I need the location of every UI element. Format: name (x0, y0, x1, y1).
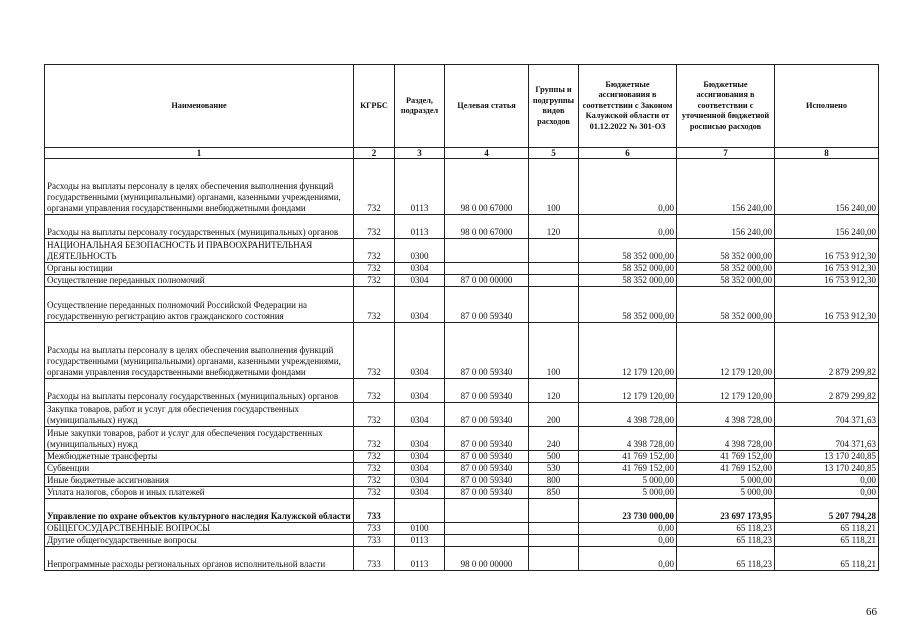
row-section: 0304 (395, 287, 445, 323)
row-group (529, 239, 579, 263)
row-name: Субвенции (45, 463, 354, 475)
row-executed-amount: 13 170 240,85 (775, 463, 879, 475)
table-row (45, 427, 879, 451)
row-group (529, 275, 579, 287)
row-law-amount: 5 000,00 (579, 475, 677, 487)
table-row (45, 463, 879, 475)
row-executed-amount: 16 753 912,30 (775, 263, 879, 275)
row-section (395, 499, 445, 523)
row-section: 0304 (395, 475, 445, 487)
row-name: Расходы на выплаты персоналу государственных (муниципальных) органов (45, 379, 354, 403)
row-grbs: 732 (354, 451, 395, 463)
row-law-amount: 4 398 728,00 (579, 427, 677, 451)
row-group: 100 (529, 323, 579, 379)
row-group (529, 547, 579, 571)
page-number: 66 (866, 606, 877, 618)
row-grbs: 733 (354, 535, 395, 547)
column-number: 4 (445, 148, 529, 159)
row-group: 240 (529, 427, 579, 451)
row-law-amount: 12 179 120,00 (579, 323, 677, 379)
row-section: 0113 (395, 159, 445, 215)
row-grbs: 733 (354, 499, 395, 523)
row-name: НАЦИОНАЛЬНАЯ БЕЗОПАСНОСТЬ И ПРАВООХРАНИТЕЛЬНАЯ ДЕЯТЕЛЬНОСТЬ (45, 239, 354, 263)
header-refined: Бюджетные ассигнования в соответствии с уточненной бюджетной росписью расходов (677, 65, 775, 148)
row-target: 98 0 00 67000 (445, 159, 529, 215)
row-target: 87 0 00 59340 (445, 403, 529, 427)
row-executed-amount: 5 207 794,28 (775, 499, 879, 523)
row-law-amount: 23 730 000,00 (579, 499, 677, 523)
row-law-amount: 0,00 (579, 523, 677, 535)
row-refined-amount: 4 398 728,00 (677, 427, 775, 451)
header-target: Целевая статья (445, 65, 529, 148)
row-name: Осуществление переданных полномочий Российской Федерации на государственную регистрацию актов гражданского состояния (45, 287, 354, 323)
row-name: Расходы на выплаты персоналу в целях обеспечения выполнения функций государственными (муниципальными) органами, казенными учреждениями, органами управления государственными внебюджетными фондами (45, 159, 354, 215)
row-group: 500 (529, 451, 579, 463)
row-target (445, 499, 529, 523)
row-grbs: 733 (354, 523, 395, 535)
row-refined-amount: 5 000,00 (677, 475, 775, 487)
row-grbs: 732 (354, 403, 395, 427)
row-name: Закупка товаров, работ и услуг для обеспечения государственных (муниципальных) нужд (45, 403, 354, 427)
row-section: 0304 (395, 275, 445, 287)
header-section: Раздел, подраздел (395, 65, 445, 148)
row-refined-amount: 58 352 000,00 (677, 275, 775, 287)
row-law-amount: 58 352 000,00 (579, 239, 677, 263)
row-group: 800 (529, 475, 579, 487)
row-target: 98 0 00 00000 (445, 547, 529, 571)
row-name: Расходы на выплаты персоналу государственных (муниципальных) органов (45, 215, 354, 239)
row-section: 0113 (395, 547, 445, 571)
row-executed-amount: 13 170 240,85 (775, 451, 879, 463)
row-executed-amount: 16 753 912,30 (775, 275, 879, 287)
row-grbs: 732 (354, 323, 395, 379)
row-target: 87 0 00 00000 (445, 275, 529, 287)
row-law-amount: 0,00 (579, 535, 677, 547)
row-law-amount: 58 352 000,00 (579, 287, 677, 323)
row-grbs: 732 (354, 215, 395, 239)
row-executed-amount: 65 118,21 (775, 523, 879, 535)
row-group (529, 499, 579, 523)
column-number: 2 (354, 148, 395, 159)
row-group: 120 (529, 379, 579, 403)
row-group: 850 (529, 487, 579, 499)
column-number: 6 (579, 148, 677, 159)
column-number: 7 (677, 148, 775, 159)
row-target: 87 0 00 59340 (445, 427, 529, 451)
table-row (45, 159, 879, 215)
row-law-amount: 41 769 152,00 (579, 451, 677, 463)
row-section: 0304 (395, 263, 445, 275)
row-executed-amount: 156 240,00 (775, 215, 879, 239)
row-law-amount: 0,00 (579, 547, 677, 571)
row-name: Осуществление переданных полномочий (45, 275, 354, 287)
row-law-amount: 12 179 120,00 (579, 379, 677, 403)
table-row (45, 547, 879, 571)
row-law-amount: 4 398 728,00 (579, 403, 677, 427)
row-name: ОБЩЕГОСУДАРСТВЕННЫЕ ВОПРОСЫ (45, 523, 354, 535)
row-section: 0300 (395, 239, 445, 263)
row-target: 87 0 00 59340 (445, 487, 529, 499)
row-section: 0304 (395, 403, 445, 427)
row-grbs: 732 (354, 379, 395, 403)
row-executed-amount: 16 753 912,30 (775, 239, 879, 263)
row-section: 0304 (395, 451, 445, 463)
row-refined-amount: 65 118,23 (677, 535, 775, 547)
row-refined-amount: 12 179 120,00 (677, 379, 775, 403)
table-row (45, 215, 879, 239)
table-row (45, 263, 879, 275)
row-refined-amount: 23 697 173,95 (677, 499, 775, 523)
row-section: 0113 (395, 535, 445, 547)
header-group: Группы и подгруппы видов расходов (529, 65, 579, 148)
row-group: 200 (529, 403, 579, 427)
budget-table (44, 64, 879, 571)
row-grbs: 732 (354, 263, 395, 275)
table-body (45, 159, 879, 571)
table-row (45, 403, 879, 427)
row-refined-amount: 65 118,23 (677, 523, 775, 535)
header-name: Наименование (45, 65, 354, 148)
column-number: 8 (775, 148, 879, 159)
table-row (45, 275, 879, 287)
row-target (445, 239, 529, 263)
row-executed-amount: 704 371,63 (775, 403, 879, 427)
header-grbs: КГРБС (354, 65, 395, 148)
row-grbs: 732 (354, 239, 395, 263)
row-grbs: 732 (354, 475, 395, 487)
row-refined-amount: 12 179 120,00 (677, 323, 775, 379)
table-row (45, 287, 879, 323)
row-refined-amount: 156 240,00 (677, 159, 775, 215)
row-section: 0304 (395, 427, 445, 451)
row-executed-amount: 0,00 (775, 487, 879, 499)
row-section: 0304 (395, 487, 445, 499)
row-group (529, 523, 579, 535)
row-group: 120 (529, 215, 579, 239)
row-executed-amount: 2 879 299,82 (775, 323, 879, 379)
row-grbs: 732 (354, 487, 395, 499)
row-name: Органы юстиции (45, 263, 354, 275)
row-grbs: 732 (354, 463, 395, 475)
row-executed-amount: 65 118,21 (775, 535, 879, 547)
row-section: 0304 (395, 323, 445, 379)
row-grbs: 732 (354, 275, 395, 287)
row-target: 98 0 00 67000 (445, 215, 529, 239)
row-refined-amount: 41 769 152,00 (677, 451, 775, 463)
row-grbs: 732 (354, 159, 395, 215)
row-target: 87 0 00 59340 (445, 475, 529, 487)
row-section: 0304 (395, 379, 445, 403)
row-target (445, 523, 529, 535)
row-target: 87 0 00 59340 (445, 379, 529, 403)
row-executed-amount: 65 118,21 (775, 547, 879, 571)
row-target: 87 0 00 59340 (445, 451, 529, 463)
row-name: Межбюджетные трансферты (45, 451, 354, 463)
row-law-amount: 58 352 000,00 (579, 263, 677, 275)
header-law: Бюджетные ассигнования в соответствии с Законом Калужской области от 01.12.2022 № 301-ОЗ (579, 65, 677, 148)
row-name: Непрограммные расходы региональных органов исполнительной власти (45, 547, 354, 571)
row-grbs: 732 (354, 427, 395, 451)
row-executed-amount: 2 879 299,82 (775, 379, 879, 403)
row-law-amount: 58 352 000,00 (579, 275, 677, 287)
table-row (45, 379, 879, 403)
row-executed-amount: 16 753 912,30 (775, 287, 879, 323)
row-group: 530 (529, 463, 579, 475)
row-refined-amount: 4 398 728,00 (677, 403, 775, 427)
row-law-amount: 41 769 152,00 (579, 463, 677, 475)
row-grbs: 733 (354, 547, 395, 571)
header-row (45, 65, 879, 148)
row-refined-amount: 58 352 000,00 (677, 239, 775, 263)
column-number: 1 (45, 148, 354, 159)
row-law-amount: 5 000,00 (579, 487, 677, 499)
row-executed-amount: 0,00 (775, 475, 879, 487)
row-name: Уплата налогов, сборов и иных платежей (45, 487, 354, 499)
row-group (529, 287, 579, 323)
row-group (529, 263, 579, 275)
header-executed: Исполнено (775, 65, 879, 148)
row-name: Расходы на выплаты персоналу в целях обеспечения выполнения функций государственными (муниципальными) органами, казенными учреждениями, органами управления государственными внебюджетными фондами (45, 323, 354, 379)
row-grbs: 732 (354, 287, 395, 323)
row-name: Иные закупки товаров, работ и услуг для обеспечения государственных (муниципальных) нужд (45, 427, 354, 451)
table-row (45, 239, 879, 263)
row-executed-amount: 156 240,00 (775, 159, 879, 215)
row-target (445, 535, 529, 547)
table-row (45, 535, 879, 547)
row-refined-amount: 156 240,00 (677, 215, 775, 239)
row-refined-amount: 58 352 000,00 (677, 287, 775, 323)
row-name: Другие общегосударственные вопросы (45, 535, 354, 547)
row-target: 87 0 00 59340 (445, 287, 529, 323)
row-executed-amount: 704 371,63 (775, 427, 879, 451)
row-law-amount: 0,00 (579, 215, 677, 239)
column-number: 5 (529, 148, 579, 159)
column-number-row (45, 148, 879, 159)
row-refined-amount: 65 118,23 (677, 547, 775, 571)
table-row (45, 523, 879, 535)
table-row (45, 323, 879, 379)
row-refined-amount: 58 352 000,00 (677, 263, 775, 275)
table-row (45, 487, 879, 499)
row-target (445, 263, 529, 275)
row-name: Иные бюджетные ассигнования (45, 475, 354, 487)
row-refined-amount: 5 000,00 (677, 487, 775, 499)
row-refined-amount: 41 769 152,00 (677, 463, 775, 475)
row-target: 87 0 00 59340 (445, 323, 529, 379)
table-row (45, 499, 879, 523)
table-row (45, 451, 879, 463)
table-row (45, 475, 879, 487)
row-section: 0304 (395, 463, 445, 475)
column-number: 3 (395, 148, 445, 159)
row-law-amount: 0,00 (579, 159, 677, 215)
row-group: 100 (529, 159, 579, 215)
row-group (529, 535, 579, 547)
row-name: Управление по охране объектов культурного наследия Калужской области (45, 499, 354, 523)
row-target: 87 0 00 59340 (445, 463, 529, 475)
row-section: 0113 (395, 215, 445, 239)
row-section: 0100 (395, 523, 445, 535)
